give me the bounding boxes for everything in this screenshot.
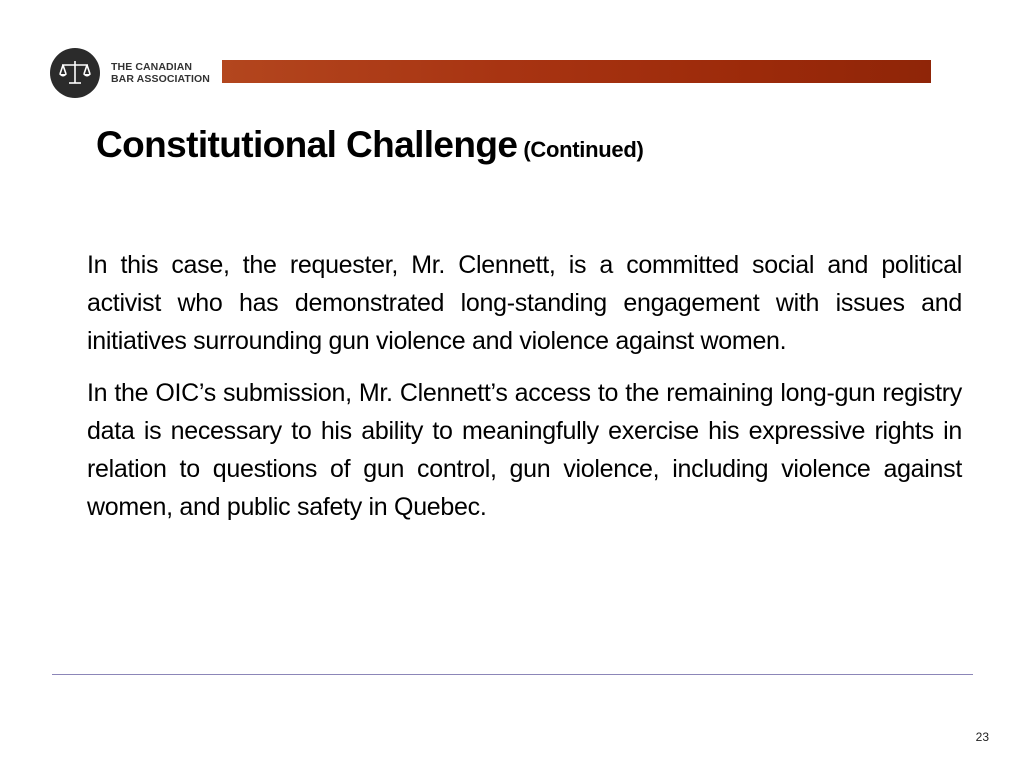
- paragraph: In this case, the requester, Mr. Clennett, is a committed social and political activist who has demonstrated long-standing engagement with issues and initiatives surrounding gun violence and violence against women.: [87, 251, 962, 355]
- slide-title: [96, 124, 644, 166]
- paragraph: In the OIC’s submission, Mr. Clennett’s access to the remaining long-gun registry data is necessary to his ability to meaningfully exercise his expressive rights in relation to questions of gun control, gun violence, including violence against women, and public safety in Quebec.: [87, 379, 962, 521]
- slide-body: [87, 246, 962, 540]
- header-bar: [222, 60, 931, 83]
- scales-of-justice-icon: [50, 48, 100, 98]
- logo-wordmark: [111, 61, 210, 85]
- title-subtitle: (Continued): [523, 137, 644, 162]
- logo-line-2: BAR ASSOCIATION: [111, 73, 210, 85]
- cba-logo: [50, 48, 210, 98]
- title-main: Constitutional Challenge: [96, 124, 518, 165]
- footer-divider: [52, 674, 973, 675]
- page-number: 23: [975, 730, 989, 744]
- logo-line-1: THE CANADIAN: [111, 61, 193, 73]
